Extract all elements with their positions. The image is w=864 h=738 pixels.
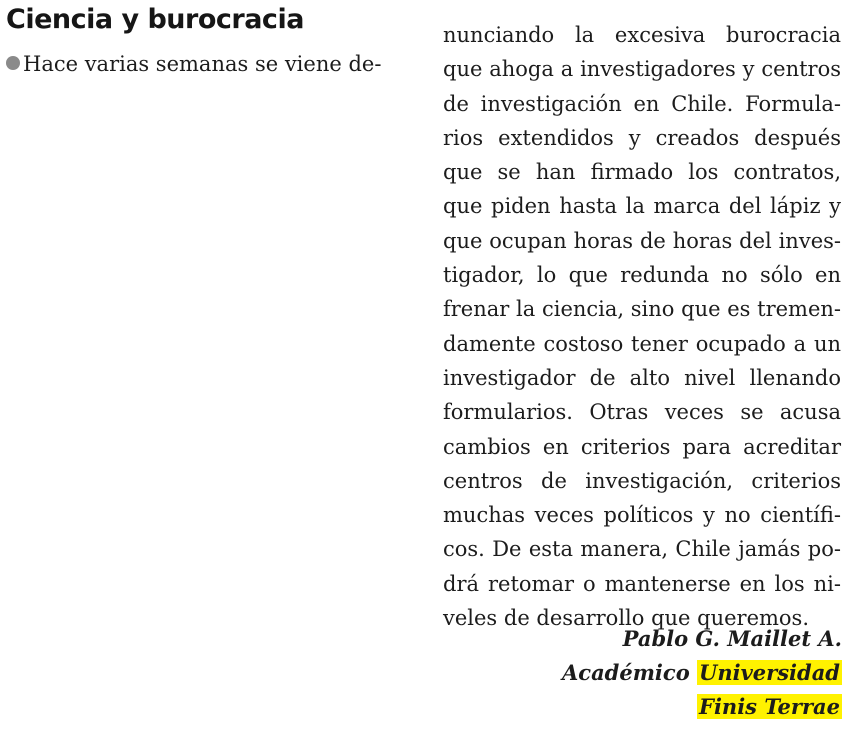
article-right-column <box>443 18 841 635</box>
body-line: centros de investigación, criterios <box>443 468 841 493</box>
article-left-column <box>6 47 416 81</box>
article-headline: Ciencia y burocracia <box>6 4 304 35</box>
bullet-dot-icon <box>6 56 20 70</box>
body-line: que ocupan horas de horas del inves- <box>443 228 841 253</box>
body-line: cos. De esta manera, Chile jamás po- <box>443 537 841 562</box>
body-line: formularios. Otras veces se acusa <box>443 400 841 425</box>
body-line: investigador de alto nivel llenando <box>443 365 841 390</box>
body-line: que se han firmado los contratos, <box>443 160 841 185</box>
author-name: Pablo G. Maillet A. <box>622 626 842 651</box>
body-line: damente costoso tener ocupado a un <box>443 331 841 356</box>
body-line: rios extendidos y creados después <box>443 125 841 150</box>
body-line: drá retomar o mantenerse en los ni- <box>443 571 841 596</box>
author-institution-line <box>562 690 842 724</box>
body-line: nunciando la excesiva burocracia <box>443 23 841 47</box>
author-signature <box>562 622 842 724</box>
body-line: muchas veces políticos y no científi- <box>443 503 841 528</box>
body-line-last: veles de desarrollo que queremos. <box>443 606 810 631</box>
author-title-line <box>562 656 842 690</box>
body-line: que ahoga a investigadores y centros <box>443 57 841 82</box>
body-line: tigador, lo que redunda no sólo en <box>443 263 841 288</box>
body-line: cambios en criterios para acreditar <box>443 434 841 459</box>
body-line: frenar la ciencia, sino que es tremen- <box>443 297 841 322</box>
institution-highlight: Universidad <box>699 660 840 685</box>
author-title-prefix: Académico <box>561 660 690 685</box>
body-line: que piden hasta la marca del lápiz y <box>443 194 841 219</box>
body-line: de investigación en Chile. Formula- <box>443 91 841 116</box>
institution-highlight: Finis Terrae <box>699 694 840 719</box>
article-lead-text: Hace varias semanas se viene de- <box>23 52 382 76</box>
